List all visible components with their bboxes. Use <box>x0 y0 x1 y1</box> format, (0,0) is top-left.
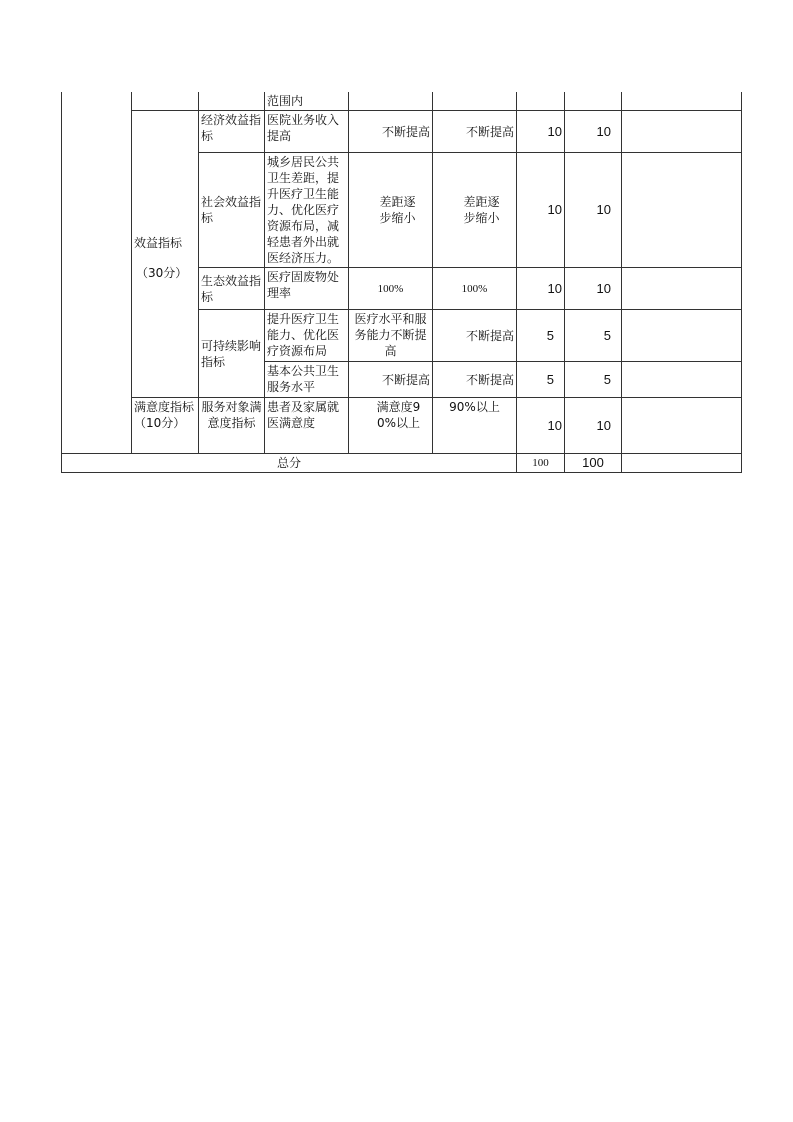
indicator-cell: 患者及家属就医满意度 <box>265 398 349 454</box>
target-cell: 差距逐步缩小 <box>349 153 433 268</box>
indicator-cell: 基本公共卫生服务水平 <box>265 362 349 398</box>
weight-cell: 10 <box>517 268 565 310</box>
sub-indicator-cell: 生态效益指标 <box>199 268 265 310</box>
indicator-cell: 医院业务收入提高 <box>265 111 349 153</box>
table-row <box>62 92 742 111</box>
sub-indicator-cell: 经济效益指标 <box>199 111 265 153</box>
weight-cell: 10 <box>517 398 565 454</box>
actual-cell: 不断提高 <box>433 111 517 153</box>
indicator-cell: 城乡居民公共卫生差距，提升医疗卫生能力、优化医疗资源布局，减轻患者外出就医经济压力。 <box>265 153 349 268</box>
indicator-cell: 医疗固废物处理率 <box>265 268 349 310</box>
sub-indicator-cell: 社会效益指标 <box>199 153 265 268</box>
score-cell: 10 <box>565 153 622 268</box>
score-cell: 10 <box>565 398 622 454</box>
table-row <box>62 398 742 454</box>
total-label: 总分 <box>62 454 517 473</box>
score-cell: 10 <box>565 111 622 153</box>
total-row <box>62 454 742 473</box>
score-cell: 5 <box>565 362 622 398</box>
weight-cell: 10 <box>517 153 565 268</box>
weight-cell: 5 <box>517 310 565 362</box>
table-row <box>62 111 742 153</box>
target-cell: 不断提高 <box>349 111 433 153</box>
actual-cell: 90%以上 <box>433 398 517 454</box>
sub-indicator-cell: 服务对象满意度指标 <box>199 398 265 454</box>
sub-indicator-cell: 可持续影响指标 <box>199 310 265 398</box>
weight-cell: 5 <box>517 362 565 398</box>
target-cell: 满意度90%以上 <box>349 398 433 454</box>
actual-cell: 不断提高 <box>433 310 517 362</box>
target-cell: 不断提高 <box>349 362 433 398</box>
target-cell: 100% <box>349 268 433 310</box>
satisfaction-category-cell: 满意度指标 （10分） <box>132 398 199 454</box>
total-weight: 100 <box>517 454 565 473</box>
weight-cell: 10 <box>517 111 565 153</box>
target-cell: 医疗水平和服务能力不断提高 <box>349 310 433 362</box>
actual-cell: 差距逐步缩小 <box>433 153 517 268</box>
score-cell: 10 <box>565 268 622 310</box>
actual-cell: 100% <box>433 268 517 310</box>
benefit-category-cell: 效益指标 （30分） <box>132 111 199 398</box>
performance-table <box>61 92 742 473</box>
score-cell: 5 <box>565 310 622 362</box>
indicator-cell: 提升医疗卫生能力、优化医疗资源布局 <box>265 310 349 362</box>
total-score: 100 <box>565 454 622 473</box>
actual-cell: 不断提高 <box>433 362 517 398</box>
indicator-cell: 范围内 <box>265 92 349 111</box>
